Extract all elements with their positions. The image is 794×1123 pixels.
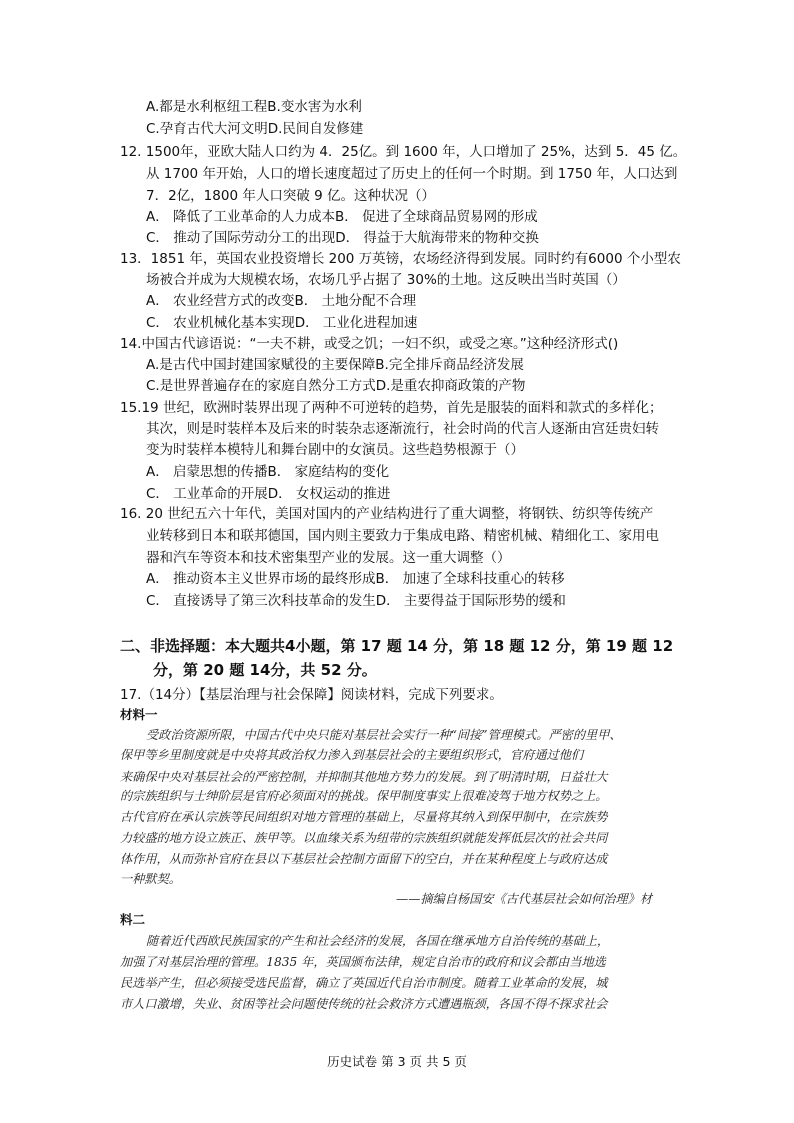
q12-stem-line3: 7．2亿，1800 年人口突破 9 亿。这种状况（） xyxy=(146,188,435,204)
q15-stem-line1: 15.19 世纪，欧洲时装界出现了两种不可逆转的趋势，首先是服装的面料和款式的多样化； xyxy=(120,400,663,416)
q15-stem-line2: 其次，则是时装样本及后来的时装杂志逐渐流行，社会时尚的代言人逐渐由宫廷贵妇转 xyxy=(146,421,659,437)
material-1-line: 保甲等乡里制度就是中央将其政治权力渗入到基层社会的主要组织形式，官府通过他们 xyxy=(120,748,584,762)
material-2-line: 加强了对基层治理的管理。1835 年，英国颁布法律，规定自治市的政府和议会都由当地选 xyxy=(120,955,606,969)
q14-option-cd: C.是世界普遍存在的家庭自然分工方式D.是重农抑商政策的产物 xyxy=(146,378,526,394)
section-2-heading-line2: 分，第 20 题 14分，共 52 分。 xyxy=(153,661,377,679)
material-1-line: 体作用，从而弥补官府在县以下基层社会控制方面留下的空白，并在某种程度上与政府达成 xyxy=(120,852,608,866)
material-1-line: 来确保中央对基层社会的严密控制，并抑制其他地方势力的发展。到了明清时期，日益壮大 xyxy=(120,770,608,784)
q15-option-ab: A． 启蒙思想的传播B． 家庭结构的变化 xyxy=(146,464,390,480)
material-2-label: 料二 xyxy=(120,912,146,927)
material-1-line: 古代官府在承认宗族等民间组织对地方管理的基础上，尽量将其纳入到保甲制中，在宗族势 xyxy=(120,810,608,824)
q13-option-ab: A． 农业经营方式的改变B． 土地分配不合理 xyxy=(146,293,417,309)
q16-stem-line3: 器和汽车等资本和技术密集型产业的发展。这一重大调整（） xyxy=(146,550,511,566)
q16-option-ab: A． 推动资本主义世界市场的最终形成B． 加速了全球科技重心的转移 xyxy=(146,571,565,587)
q17-title: 17.（14分）【基层治理与社会保障】阅读材料，完成下列要求。 xyxy=(120,687,503,703)
section-2-heading-line1: 二、非选择题：本大题共4小题，第 17 题 14 分，第 18 题 12 分，第 19 题 12 xyxy=(120,637,674,655)
q15-option-cd: C． 工业革命的开展D． 女权运动的推进 xyxy=(146,486,391,502)
q11-option-cd: C.孕育古代大河文明D.民间自发修建 xyxy=(146,121,364,137)
material-1-source: ——摘编自杨国安《古代基层社会如何治理》材 xyxy=(396,892,652,906)
q12-option-ab: A． 降低了工业革命的人力成本B． 促进了全球商品贸易网的形成 xyxy=(146,209,538,225)
material-2-line: 随着近代西欧民族国家的产生和社会经济的发展，各国在继承地方自治传统的基础上， xyxy=(146,934,610,948)
material-2-line: 民选举产生，但必须接受选民监督，确立了英国近代自治市制度。随着工业革命的发展，城 xyxy=(120,976,608,990)
material-1-label: 材料一 xyxy=(120,707,158,722)
q14-option-ab: A.是古代中国封建国家赋役的主要保障B.完全排斥商品经济发展 xyxy=(146,357,524,373)
q15-stem-line3: 变为时装样本模特儿和舞台剧中的女演员。这些趋势根源于（） xyxy=(146,442,524,458)
q13-stem-line1: 13．1851 年，英国农业投资增长 200 万英镑，农场经济得到发展。同时约有6000 个小型农 xyxy=(120,251,681,267)
page-footer: 历史试卷 第 3 页 共 5 页 xyxy=(327,1054,467,1069)
q12-option-cd: C． 推动了国际劳动分工的出现D． 得益于大航海带来的物种交换 xyxy=(146,230,539,246)
material-2-line: 市人口激增，失业、贫困等社会问题使传统的社会救济方式遭遇瓶颈，各国不得不探求社会 xyxy=(120,997,608,1011)
material-1-line: 一种默契。 xyxy=(120,872,181,886)
material-1-line: 的宗族组织与士绅阶层是官府必须面对的挑战。保甲制度事实上很难凌驾于地方权势之上。 xyxy=(120,789,608,803)
material-1-line: 受政治资源所限，中国古代中央只能对基层社会实行一种“间接”管理模式。严密的里甲、 xyxy=(146,728,622,742)
q14-stem-line1: 14.中国古代谚语说：“一夫不耕，或受之饥；一妇不织，或受之寒。”这种经济形式() xyxy=(120,336,619,352)
q16-stem-line1: 16. 20 世纪五六十年代，美国对国内的产业结构进行了重大调整，将钢铁、纺织等传统产 xyxy=(120,506,654,522)
q11-option-ab: A.都是水利枢纽工程B.变水害为水利 xyxy=(146,99,362,115)
q16-stem-line2: 业转移到日本和联邦德国，国内则主要致力于集成电路、精密机械、精细化工、家用电 xyxy=(146,528,659,544)
q12-stem-line1: 12. 1500年，亚欧大陆人口约为 4．25亿。到 1600 年，人口增加了 25%，达到 5．45 亿。 xyxy=(120,144,687,160)
q13-stem-line2: 场被合并成为大规模农场，农场几乎占据了 30%的土地。这反映出当时英国（） xyxy=(146,272,626,288)
q12-stem-line2: 从 1700 年开始，人口的增长速度超过了历史上的任何一个时期。到 1750 年，人口达到 xyxy=(146,166,678,182)
q13-option-cd: C． 农业机械化基本实现D． 工业化进程加速 xyxy=(146,315,418,331)
material-1-line: 力较盛的地方设立族正、族甲等。以血缘关系为纽带的宗族组织就能发挥低层次的社会共同 xyxy=(120,831,608,845)
q16-option-cd: C． 直接诱导了第三次科技革命的发生D． 主要得益于国际形势的缓和 xyxy=(146,593,566,609)
